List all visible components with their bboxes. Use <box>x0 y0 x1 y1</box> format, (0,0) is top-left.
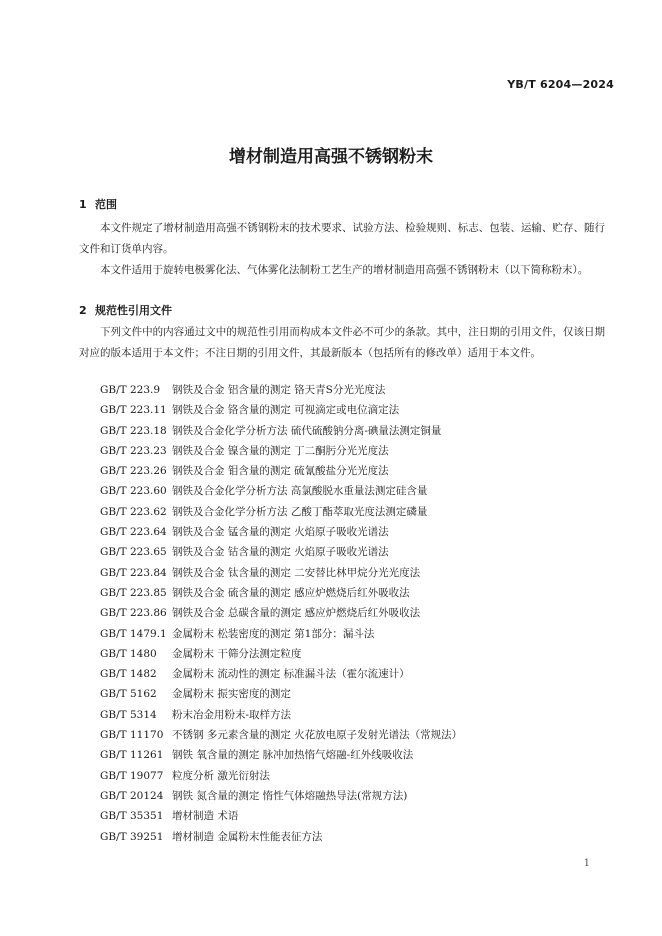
reference-title: 增材制造 术语 <box>172 810 239 823</box>
reference-item <box>100 766 462 786</box>
reference-code: GB/T 223.64 <box>100 526 167 539</box>
reference-item <box>100 827 462 847</box>
reference-item <box>100 583 462 603</box>
reference-title: 钢铁及合金 钛含量的测定 二安替比林甲烷分光光度法 <box>172 566 421 579</box>
reference-code: GB/T 39251 <box>100 830 164 843</box>
reference-code: GB/T 1480 <box>100 647 157 660</box>
reference-item <box>100 441 462 461</box>
reference-item <box>100 644 462 664</box>
reference-title: 钢铁及合金 钼含量的测定 硫氰酸盐分光光度法 <box>172 465 389 478</box>
reference-title: 金属粉末 松装密度的测定 第1部分：漏斗法 <box>172 627 375 640</box>
reference-code: GB/T 1479.1 <box>100 627 167 640</box>
reference-item <box>100 461 462 481</box>
reference-item <box>100 603 462 623</box>
reference-item <box>100 380 462 400</box>
reference-code: GB/T 223.9 <box>100 384 161 396</box>
reference-title: 钢铁及合金化学分析方法 乙酸丁酯萃取光度法测定磷量 <box>172 505 428 518</box>
reference-item <box>100 664 462 684</box>
reference-code: GB/T 5314 <box>100 708 157 721</box>
reference-code: GB/T 223.65 <box>100 546 167 559</box>
reference-code: GB/T 20124 <box>100 789 164 802</box>
reference-item <box>100 400 462 420</box>
reference-item <box>100 745 462 765</box>
reference-title: 钢铁及合金 硫含量的测定 感应炉燃烧后红外吸收法 <box>172 586 410 599</box>
reference-code: GB/T 11170 <box>100 729 164 742</box>
reference-title: 钢铁及合金 总碳含量的测定 感应炉燃烧后红外吸收法 <box>172 607 421 620</box>
section-1-heading <box>79 196 117 212</box>
reference-title: 增材制造 金属粉末性能表征方法 <box>172 830 323 843</box>
reference-title: 钢铁及合金 铬含量的测定 可视滴定或电位滴定法 <box>172 404 400 417</box>
reference-code: GB/T 19077 <box>100 769 164 782</box>
reference-code: GB/T 223.18 <box>100 424 167 437</box>
section-1-paragraph-2: 本文件适用于旋转电极雾化法、气体雾化法制粉工艺生产的增材制造用高强不锈钢粉末（以下简称粉末）。 <box>100 264 589 276</box>
reference-title: 钢铁及合金 钴含量的测定 火焰原子吸收光谱法 <box>172 546 389 559</box>
reference-code: GB/T 223.26 <box>100 465 167 478</box>
reference-code: GB/T 11261 <box>100 749 164 762</box>
section-1-paragraph-1: 本文件规定了增材制造用高强不锈钢粉末的技术要求、试验方法、检验规则、标志、包装、运输、贮存、随行文件和订货单内容。 <box>79 222 605 255</box>
reference-code: GB/T 35351 <box>100 810 164 823</box>
reference-title: 钢铁 氧含量的测定 脉冲加热惰气熔融-红外线吸收法 <box>172 749 414 762</box>
section-title: 规范性引用文件 <box>95 304 172 317</box>
section-number: 2 <box>79 304 87 317</box>
section-title: 范围 <box>95 198 117 211</box>
reference-code: GB/T 223.85 <box>100 586 167 599</box>
reference-item <box>100 624 462 644</box>
reference-title: 钢铁及合金化学分析方法 硫代硫酸钠分离-碘量法测定铜量 <box>172 424 442 437</box>
reference-title: 钢铁 氮含量的测定 惰性气体熔融热导法(常规方法) <box>172 789 408 802</box>
section-number: 1 <box>79 198 87 211</box>
section-2-paragraph-1: 下列文件中的内容通过文中的规范性引用而构成本文件必不可少的条款。其中，注日期的引用文件，仅该日期对应的版本适用于本文件；不注日期的引用文件，其最新版本（包括所有的修改单）适用于本文件。 <box>79 326 605 359</box>
reference-code: GB/T 1482 <box>100 668 157 681</box>
reference-title: 钢铁及合金 镍含量的测定 丁二酮肟分光光度法 <box>172 444 389 457</box>
document-code: YB/T 6204—2024 <box>507 78 614 91</box>
reference-title: 金属粉末 干筛分法测定粒度 <box>172 647 302 660</box>
reference-code: GB/T 223.62 <box>100 505 167 518</box>
document-title: 增材制造用高强不锈钢粉末 <box>229 147 433 167</box>
reference-item <box>100 542 462 562</box>
reference-code: GB/T 223.60 <box>100 485 167 498</box>
reference-title: 粉末冶金用粉末-取样方法 <box>172 708 292 721</box>
reference-item <box>100 786 462 806</box>
page-number: 1 <box>583 858 590 869</box>
reference-item <box>100 502 462 522</box>
reference-title: 粒度分析 激光衍射法 <box>172 769 270 782</box>
reference-title: 不锈钢 多元素含量的测定 火花放电原子发射光谱法（常规法） <box>172 729 463 742</box>
reference-title: 钢铁及合金 铝含量的测定 铬天青S分光光度法 <box>172 384 386 396</box>
section-2-heading <box>79 302 172 318</box>
reference-title: 金属粉末 流动性的测定 标准漏斗法（霍尔流速计） <box>172 668 410 681</box>
reference-title: 金属粉末 振实密度的测定 <box>172 688 291 701</box>
reference-item <box>100 806 462 826</box>
reference-item <box>100 481 462 501</box>
reference-item <box>100 684 462 704</box>
reference-title: 钢铁及合金 锰含量的测定 火焰原子吸收光谱法 <box>172 526 389 539</box>
reference-item <box>100 421 462 441</box>
reference-code: GB/T 223.84 <box>100 566 167 579</box>
reference-code: GB/T 5162 <box>100 688 157 701</box>
reference-item <box>100 705 462 725</box>
normative-reference-list <box>100 380 462 847</box>
reference-code: GB/T 223.11 <box>100 404 167 417</box>
reference-title: 钢铁及合金化学分析方法 高氯酸脱水重量法测定硅含量 <box>172 485 428 498</box>
reference-item <box>100 522 462 542</box>
reference-item <box>100 563 462 583</box>
reference-code: GB/T 223.23 <box>100 444 167 457</box>
reference-code: GB/T 223.86 <box>100 607 167 620</box>
reference-item <box>100 725 462 745</box>
